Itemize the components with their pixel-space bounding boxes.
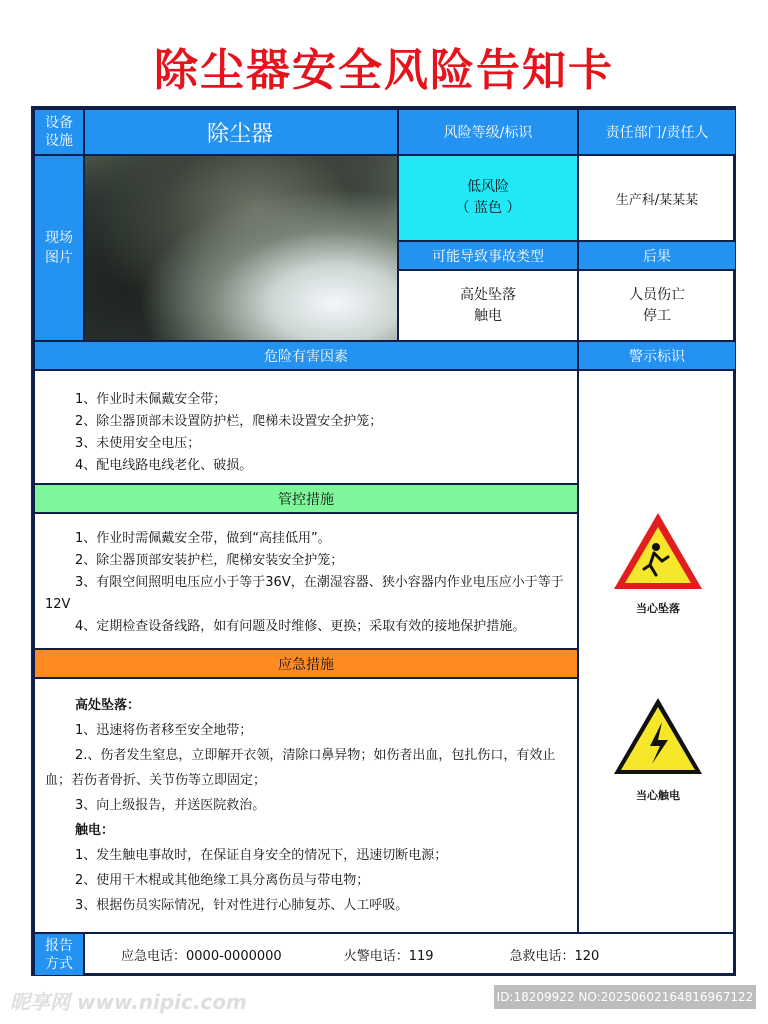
- watermark-right: ID:18209922 NO:20250602164816967122: [494, 985, 756, 1009]
- equip-name: 除尘器: [84, 109, 398, 155]
- consequence-value: 人员伤亡 停工: [578, 270, 736, 341]
- consequence-header: 后果: [578, 241, 736, 270]
- page-title: 除尘器安全风险告知卡: [154, 45, 614, 96]
- list-item: 1、作业时需佩戴安全带，做到“高挂低用”。: [75, 531, 331, 546]
- fall-warning-icon: [610, 509, 706, 593]
- list-item: 2、除尘器顶部未设置防护栏，爬梯未设置安全护笼；: [75, 414, 383, 429]
- hazard-header: 危险有害因素: [34, 341, 578, 370]
- sign-fall-label: 当心坠落: [636, 602, 680, 615]
- shock-warning-icon: [610, 694, 706, 778]
- dept-header: 责任部门/责任人: [578, 109, 736, 155]
- dept-value: 生产科/某某某: [578, 155, 736, 241]
- hazards-list: [34, 370, 578, 484]
- emergency-shock-title: 触电：: [75, 823, 115, 838]
- list-item: 2、使用干木棍或其他绝缘工具分离伤员与带电物；: [75, 873, 370, 888]
- list-item: 3、向上级报告，并送医院救治。: [75, 798, 266, 813]
- risk-level-value: 低风险 （ 蓝色 ）: [398, 155, 578, 241]
- accident-value: 高处坠落 触电: [398, 270, 578, 341]
- list-item: 4、配电线路电线老化、破损。: [75, 458, 253, 473]
- list-item: 3、未使用安全电压；: [75, 436, 201, 451]
- emergency-header: 应急措施: [34, 649, 578, 678]
- photo-label: 现场 图片: [34, 155, 84, 341]
- phone-fire: 火警电话：119: [343, 949, 434, 964]
- emergency-fall-title: 高处坠落：: [75, 698, 141, 713]
- watermark-left: 昵享网 www.nipic.com: [10, 990, 247, 1014]
- list-item: 1、迅速将伤者移至安全地带；: [75, 723, 253, 738]
- warning-header: 警示标识: [578, 341, 736, 370]
- accident-header: 可能导致事故类型: [398, 241, 578, 270]
- control-header: 管控措施: [34, 484, 578, 513]
- phone-emergency: 应急电话：0000-0000000: [121, 949, 282, 964]
- sign-shock-label: 当心触电: [636, 789, 680, 802]
- list-item: 2.、伤者发生窒息，立即解开衣领，清除口鼻异物；如伤者出血，包扎伤口，有效止血；若伤者骨折、关节伤等立即固定；: [45, 748, 556, 788]
- controls-list: [34, 513, 578, 649]
- list-item: 1、发生触电事故时，在保证自身安全的情况下，迅速切断电源；: [75, 848, 448, 863]
- site-photo: [84, 155, 398, 341]
- list-item: 4、定期检查设备线路，如有问题及时维修、更换；采取有效的接地保护措施。: [75, 619, 526, 634]
- list-item: 3、有限空间照明电压应小于等于36V，在潮湿容器、狭小容器内作业电压应小于等于12V: [45, 575, 564, 612]
- phone-ambulance: 急救电话：120: [509, 949, 600, 964]
- warning-signs-panel: [578, 370, 736, 933]
- risk-card-table: [31, 106, 736, 976]
- equip-label: 设备 设施: [34, 109, 84, 155]
- risk-level-header: 风险等级/标识: [398, 109, 578, 155]
- list-item: 2、除尘器顶部安装护栏，爬梯安装安全护笼；: [75, 553, 344, 568]
- report-phones: [84, 933, 736, 976]
- list-item: 1、作业时未佩戴安全带；: [75, 392, 227, 407]
- emergency-list: [34, 678, 578, 933]
- report-label: 报告 方式: [34, 933, 84, 976]
- list-item: 3、根据伤员实际情况，针对性进行心肺复苏、人工呼吸。: [75, 898, 409, 913]
